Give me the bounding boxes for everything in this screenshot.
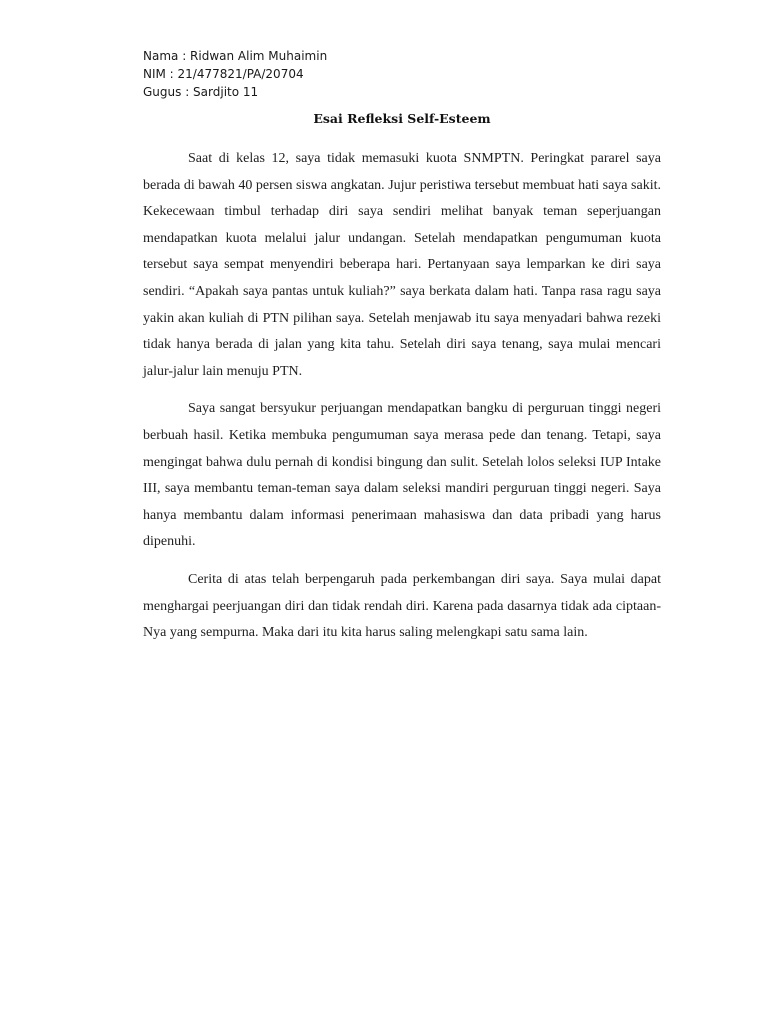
paragraph-2: Saya sangat bersyukur perjuangan mendapatkan bangku di perguruan tinggi negeri berbuah hasil. Ketika membuka pengumuman saya merasa pede dan tenang. Tetapi, saya mengingat bahwa dulu pernah di kondisi bingung dan sulit. Setelah lolos seleksi IUP Intake III, saya membantu teman-teman saya dalam seleksi mandiri perguruan tinggi negeri. Saya hanya membantu dalam informasi penerimaan mahasiswa dan data pribadi yang harus dipenuhi.	[143, 401, 661, 550]
paragraph-3: Cerita di atas telah berpengaruh pada perkembangan diri saya. Saya mulai dapat menghargai peerjuangan diri dan tidak rendah diri. Karena pada dasarnya tidak ada ciptaan-Nya yang sempurna. Maka dari itu kita harus saling melengkapi satu sama lain.	[143, 571, 661, 641]
student-name: Nama : Ridwan Alim Muhaimin	[143, 49, 328, 63]
student-group: Gugus : Sardjito 11	[143, 85, 259, 99]
essay-body	[143, 146, 661, 658]
student-info-header	[143, 47, 327, 101]
paragraph-1: Saat di kelas 12, saya tidak memasuki kuota SNMPTN. Peringkat pararel saya berada di bawah 40 persen siswa angkatan. Jujur peristiwa tersebut membuat hati saya sakit. Kekecewaan timbul terhadap diri saya sendiri melihat banyak teman seperjuangan mendapatkan kuota melalui jalur undangan. Setelah mendapatkan pengumuman kuota tersebut saya sempat menyendiri beberapa hari. Pertanyaan saya lemparkan ke diri saya sendiri. “Apakah saya pantas untuk kuliah?” saya berkata dalam hati. Tanpa rasa ragu saya yakin akan kuliah di PTN pilihan saya. Setelah menjawab itu saya menyadari bahwa rezeki tidak hanya berada di jalan yang kita tahu. Setelah diri saya tenang, saya mulai mencari jalur-jalur lain menuju PTN.	[143, 151, 661, 379]
essay-title: Esai Refleksi Self-Esteem	[313, 111, 491, 126]
student-nim: NIM : 21/477821/PA/20704	[143, 67, 304, 81]
